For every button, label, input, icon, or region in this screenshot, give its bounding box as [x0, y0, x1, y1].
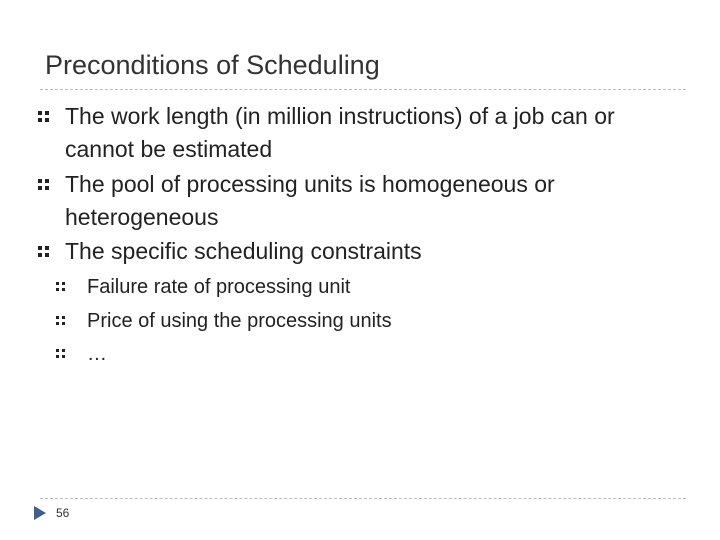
box-bullet-icon	[55, 281, 66, 292]
bullet-item	[65, 168, 675, 234]
page-number: 56	[56, 506, 70, 520]
bullet-item	[65, 235, 675, 268]
sub-bullet-text: Price of using the processing units	[87, 310, 392, 332]
sub-bullet-item	[87, 275, 647, 299]
sub-bullet-item	[87, 342, 647, 366]
box-bullet-icon	[37, 110, 50, 123]
box-bullet-icon	[37, 245, 50, 258]
title-divider	[40, 89, 686, 90]
box-bullet-icon	[37, 178, 50, 191]
bullet-text: The specific scheduling constraints	[65, 238, 422, 264]
sub-bullet-text: Failure rate of processing unit	[87, 276, 351, 298]
page-arrow-icon	[33, 505, 47, 521]
sub-bullet-item	[87, 309, 647, 333]
sub-bullet-text: …	[87, 343, 107, 365]
box-bullet-icon	[55, 348, 66, 359]
box-bullet-icon	[55, 315, 66, 326]
bullet-item	[65, 100, 675, 166]
bullet-text: The pool of processing units is homogeneous or heterogeneous	[65, 171, 555, 230]
slide-title: Preconditions of Scheduling	[45, 50, 380, 80]
bullet-text: The work length (in million instructions) of a job can or cannot be estimated	[65, 103, 615, 162]
footer-divider	[40, 498, 686, 499]
